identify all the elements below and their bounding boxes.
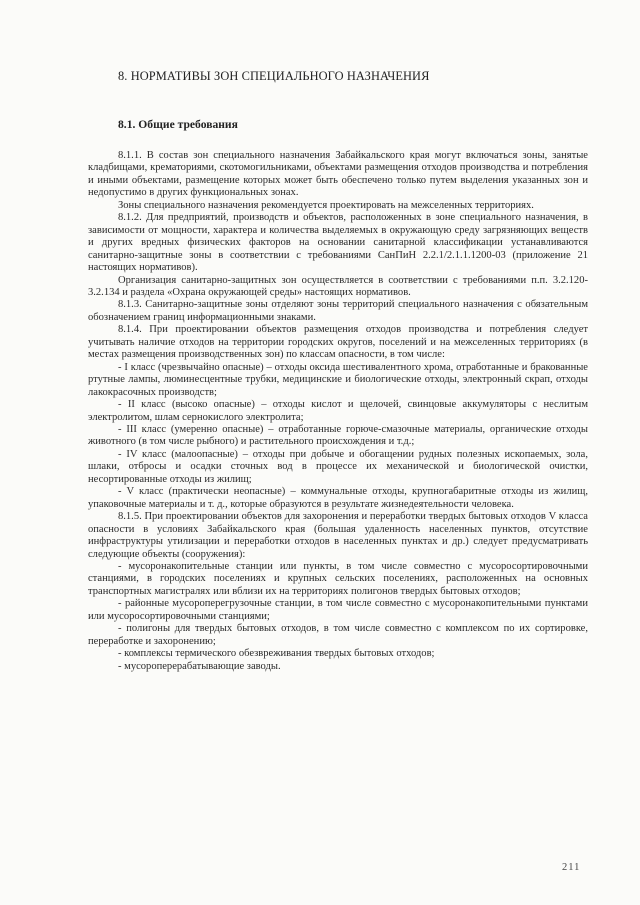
- list-item-landfills: - полигоны для твердых бытовых отходов, в том числе совместно с комплексом по их сортировке, переработке и захоронению;: [88, 623, 588, 647]
- list-item-transfer-stations: - районные мусороперегрузочные станции, в том числе совместно с мусоронакопительными пунктами или мусоросортировочными станциями;: [88, 598, 588, 622]
- list-item-class-5: - V класс (практически неопасные) – коммунальные отходы, крупногабаритные отходы из жилищ, упаковочные материалы и т. д., которые образуются в результате жизнедеятельности человека.: [88, 486, 588, 510]
- paragraph-8-1-4: 8.1.4. При проектировании объектов размещения отходов производства и потребления следует учитывать наличие отходов на территории городских округов, поселений и на межселенных территориях (в местах размещения производственных зон) по классам опасности, в том числе:: [88, 324, 588, 361]
- page-number: 211: [562, 862, 581, 873]
- list-item-processing-plants: - мусороперерабатывающие заводы.: [118, 660, 281, 672]
- body-text: [88, 150, 588, 673]
- paragraph-8-1-3: 8.1.3. Санитарно-защитные зоны отделяют зоны территорий специального назначения с обязательным обозначением границ информационными знаками.: [88, 299, 588, 323]
- subsection-title: 8.1. Общие требования: [118, 118, 238, 131]
- list-item-class-4: - IV класс (малоопасные) – отходы при добыче и обогащении рудных полезных ископаемых, зола, шлаки, отбросы и осадки сточных вод в процессе их механической и биологической очистки, несортированные отходы из жилищ;: [88, 448, 588, 485]
- list-item-accumulation-stations: - мусоронакопительные станции или пункты, в том числе совместно с мусоросортировочными станциями, в городских поселениях и крупных сельских поселениях, расположенных на основных транспортных магистралях или вблизи их на территориях полигонов твердых бытовых отходов;: [88, 560, 588, 597]
- paragraph-8-1-1: 8.1.1. В состав зон специального назначения Забайкальского края могут включаться зоны, занятые кладбищами, крематориями, скотомогильниками, объектами размещения отходов производства и потребления и иными объектами, размещение которых может быть обеспечено только путем выделения указанных зон и недопустимо в других функциональных зонах.: [88, 150, 588, 199]
- list-item-class-1: - I класс (чрезвычайно опасные) – отходы оксида шестивалентного хрома, отработанные и бракованные ртутные лампы, люминесцентные трубки, медицинские и биологические отходы, электронный скрап, отходы лакокрасочных производств;: [88, 361, 588, 398]
- paragraph-8-1-2: 8.1.2. Для предприятий, производств и объектов, расположенных в зоне специального назначения, в зависимости от мощности, характера и количества выделяемых в окружающую среду загрязняющих веществ и других вредных физических факторов на основании санитарной классификации устанавливаются санитарно-защитные зоны в соответствии с требованиями СанПиН 2.2.1/2.1.1.1200-03 (приложение 21 настоящих нормативов).: [88, 212, 588, 274]
- list-item-class-3: - III класс (умеренно опасные) – отработанные горюче-смазочные материалы, органические отходы животного (в том числе рыбного) и растительного происхождения и т.д.;: [88, 423, 588, 448]
- paragraph-sanitary-zones: Организация санитарно-защитных зон осуществляется в соответствии с требованиями п.п. 3.2.120-3.2.134 и раздела «Охрана окружающей среды» настоящих нормативов.: [88, 274, 588, 298]
- paragraph-zones-note: Зоны специального назначения рекомендуется проектировать на межселенных территориях.: [118, 199, 534, 211]
- list-item-thermal-complexes: - комплексы термического обезвреживания твердых бытовых отходов;: [118, 648, 435, 660]
- list-item-class-2: - II класс (высоко опасные) – отходы кислот и щелочей, свинцовые аккумуляторы с неслитым электролитом, шлам сернокислого электролита;: [88, 399, 588, 423]
- section-title: 8. НОРМАТИВЫ ЗОН СПЕЦИАЛЬНОГО НАЗНАЧЕНИЯ: [118, 69, 430, 83]
- paragraph-8-1-5: 8.1.5. При проектировании объектов для захоронения и переработки твердых бытовых отходов V класса опасности в условиях Забайкальского края (большая удаленность населенных пунктов, отсутствие инфраструктуры утилизации и переработки отходов в населенных пунктах и др.) следует предусматривать следующие объекты (сооружения):: [88, 511, 588, 560]
